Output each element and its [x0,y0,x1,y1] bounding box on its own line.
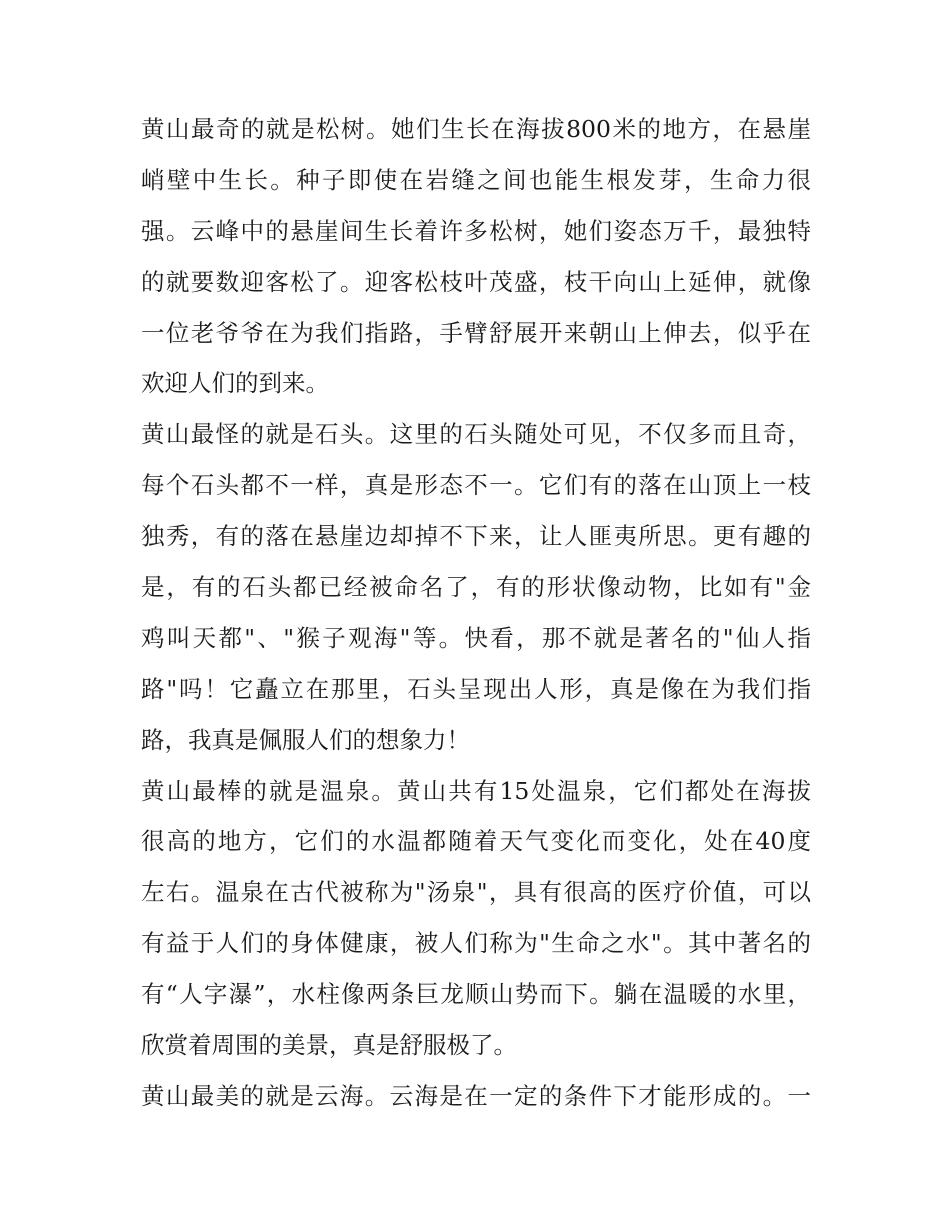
text-line: 黄山最怪的就是石头。这里的石头随处可见，不仅多而且奇， [141,420,811,449]
text-line: 有益于人们的身体健康，被人们称为"生命之水"。其中著名的 [141,929,811,958]
text-line: 一位老爷爷在为我们指路，手臂舒展开来朝山上伸去，似乎在 [141,318,811,347]
text-line: 很高的地方，它们的水温都随着天气变化而变化，处在40度 [141,827,811,856]
text-line: 黄山最奇的就是松树。她们生长在海拔800米的地方，在悬崖 [141,115,811,143]
text-line: 黄山最棒的就是温泉。黄山共有15处温泉，它们都处在海拔 [141,776,811,805]
text-line: 独秀，有的落在悬崖边却掉不下来，让人匪夷所思。更有趣的 [141,522,811,551]
text-line: 路，我真是佩服人们的想象力！ [141,725,470,754]
paragraph-pine-trees [141,104,811,409]
text-line: 是，有的石头都已经被命名了，有的形状像动物，比如有"金 [141,573,811,602]
text-line: 左右。温泉在古代被称为"汤泉"，具有很高的医疗价值，可以 [141,878,811,907]
text-line: 强。云峰中的悬崖间生长着许多松树，她们姿态万千，最独特 [141,216,811,245]
text-line: 的就要数迎客松了。迎客松枝叶茂盛，枝干向山上延伸，就像 [141,267,811,296]
paragraph-rocks [141,409,811,765]
text-line: 路"吗！它矗立在那里，石头呈现出人形，真是像在为我们指 [141,674,811,703]
paragraph-sea-of-clouds [141,1071,811,1122]
text-line: 每个石头都不一样，真是形态不一。它们有的落在山顶上一枝 [141,471,811,500]
text-line: 黄山最美的就是云海。云海是在一定的条件下才能形成的。一 [141,1081,811,1110]
text-line: 欢迎人们的到来。 [141,369,329,398]
text-line: 有“人字瀑”，水柱像两条巨龙顺山势而下。躺在温暖的水里， [141,980,811,1009]
text-line: 鸡叫天都"、"猴子观海"等。快看，那不就是著名的"仙人指 [141,623,811,652]
text-line: 欣赏着周围的美景，真是舒服极了。 [141,1031,517,1060]
body-text [141,104,811,1122]
paragraph-hot-springs [141,766,811,1071]
text-line: 峭壁中生长。种子即使在岩缝之间也能生根发芽，生命力很 [141,165,811,194]
